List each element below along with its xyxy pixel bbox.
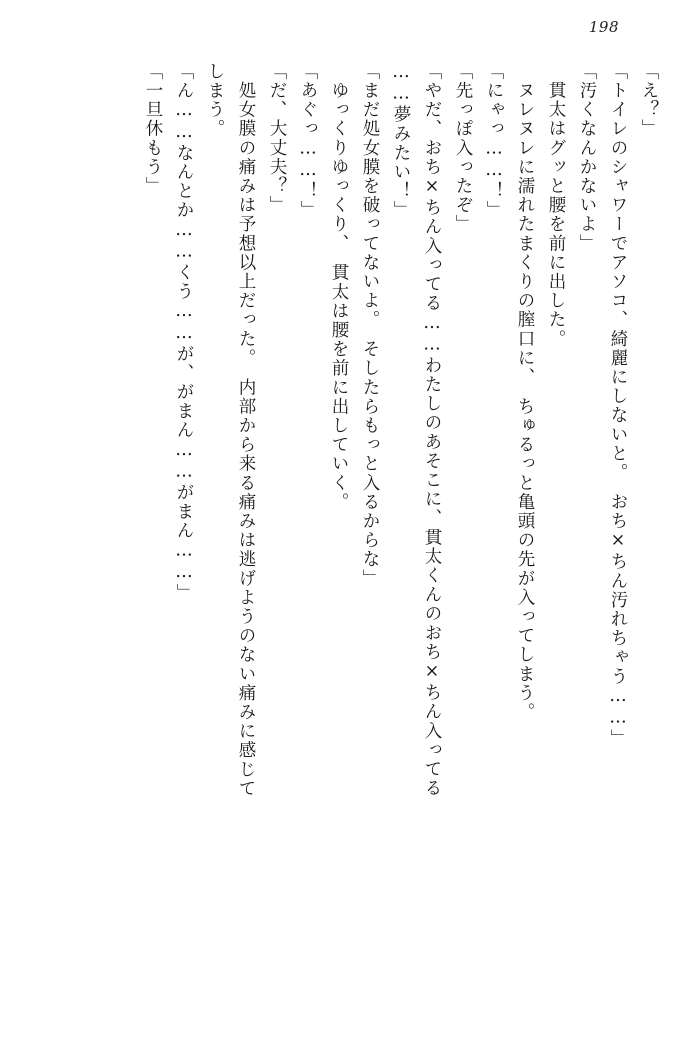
text-line: 貫太はグッと腰を前に出した。 xyxy=(546,62,566,349)
text-line: ……夢みたい！」 xyxy=(391,62,411,220)
text-line: ヌレヌレに濡れたまくりの膣口に、 ちゅるっと亀頭の先が入ってしまう。 xyxy=(515,62,535,722)
text-line: ゆっくりゆっくり、 貫太は腰を前に出していく。 xyxy=(329,62,349,512)
text-line: 「先っぽ入ったぞ」 xyxy=(453,62,473,234)
text-line: 「だ、大丈夫？」 xyxy=(267,62,287,215)
text-line: 処女膜の痛みは予想以上だった。 内部から来る痛みは逃げようのない痛みに感じて xyxy=(236,62,256,799)
text-line: 「え？」 xyxy=(639,62,659,139)
text-line: 「まだ処女膜を破ってないよ。 そしたらもっと入るからな」 xyxy=(360,62,380,589)
text-line: 「やだ、おち×ちん入ってる……わたしのあそこに、貫太くんのおち×ちん入ってる xyxy=(422,62,442,798)
text-line: 「あぐっ……！」 xyxy=(298,62,318,220)
vertical-text-body xyxy=(34,62,657,1022)
text-line: 「トイレのシャワーでアソコ、綺麗にしないと。 おち×ちん汚れちゃう……」 xyxy=(608,62,628,749)
text-line: 「汚くなんかないよ」 xyxy=(577,62,597,253)
text-line: 「ん……なんとか……くう……が、がまん……がまん……」 xyxy=(174,62,194,603)
text-line: しまう。 xyxy=(205,62,225,139)
text-line: 「にゃっ……！」 xyxy=(484,62,504,220)
text-line: 「一旦休もう」 xyxy=(143,62,163,196)
page-number: 198 xyxy=(588,18,619,36)
